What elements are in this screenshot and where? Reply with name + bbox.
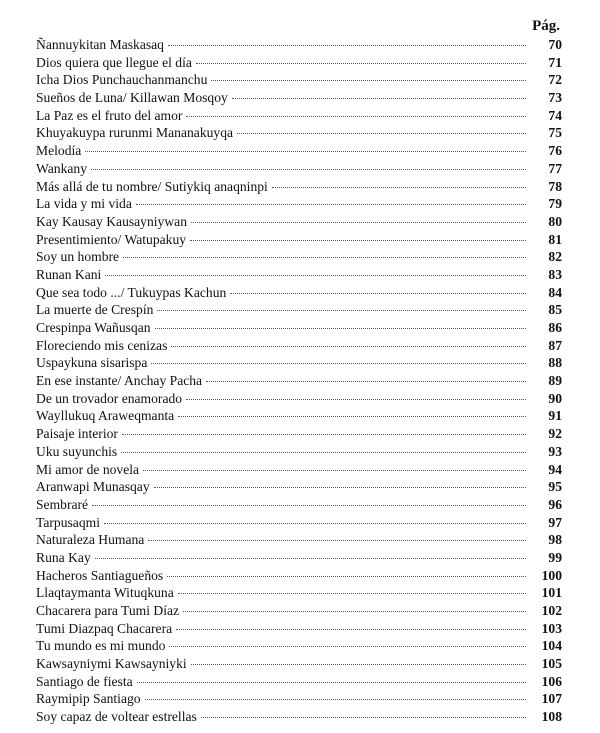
dot-leader (148, 540, 526, 541)
toc-entry-title: De un trovador enamorado (36, 390, 183, 406)
toc-entry-page: 102 (541, 603, 562, 618)
dot-leader (190, 240, 526, 241)
dot-leader (123, 257, 526, 258)
dot-leader (201, 717, 526, 718)
toc-entry-title: Ñannuykitan Maskasaq (36, 37, 164, 52)
dot-leader (169, 646, 526, 647)
toc-entry-page: 81 (548, 231, 562, 247)
toc-entry-title: Soy un hombre (36, 249, 120, 265)
dot-leader (232, 98, 526, 99)
toc-entry (36, 584, 562, 602)
toc-entry-title: Naturaleza Humana (36, 532, 145, 548)
dot-leader (211, 80, 526, 81)
toc-entry-title: Raymipip Santiago (36, 691, 141, 707)
toc-entry-title: Tumi Diazpaq Chacarera (36, 620, 173, 636)
toc-entry (36, 602, 562, 620)
page-column-header: Pág. (532, 18, 560, 34)
toc-entry-page: 71 (548, 54, 562, 70)
toc-entry-page: 99 (548, 549, 562, 565)
toc-entry-title: Uspaykuna sisarispa (36, 355, 148, 371)
toc-entry-page: 96 (548, 496, 562, 512)
dot-leader (151, 363, 526, 364)
toc-entry-title: Sueños de Luna/ Killawan Mosqoy (36, 90, 228, 106)
toc-entry-page: 74 (548, 107, 562, 123)
dot-leader (191, 222, 526, 223)
toc-entry-title: Tu mundo es mi mundo (36, 638, 166, 654)
toc-entry-page: 92 (548, 426, 562, 442)
toc-entry (36, 337, 562, 355)
toc-entry (36, 620, 562, 638)
toc-entry-title: Floreciendo mis cenizas (36, 337, 168, 353)
dot-leader (92, 505, 526, 506)
dot-leader (145, 699, 526, 700)
toc-entry (36, 284, 562, 302)
toc-entry-page: 108 (541, 709, 562, 725)
toc-entry (36, 319, 562, 337)
toc-entry-page: 103 (541, 620, 562, 636)
toc-entry-title: Paisaje interior (36, 426, 118, 442)
dot-leader (95, 558, 526, 559)
toc-entry (36, 690, 562, 708)
toc-entry-title: Presentimiento/ Watupakuy (36, 231, 187, 247)
toc-entry-title: Santiago de fiesta (36, 673, 133, 689)
toc-entry-page: 101 (541, 585, 562, 601)
dot-leader (137, 682, 526, 683)
toc-entry-page: 88 (548, 355, 562, 371)
toc-entry-title: La Paz es el fruto del amor (36, 107, 183, 123)
toc-entry-title: Soy capaz de voltear estrellas (36, 709, 197, 725)
toc-entry-page: 93 (548, 443, 562, 459)
dot-leader (186, 399, 526, 400)
dot-leader (136, 204, 526, 205)
toc-entry-page: 95 (548, 479, 562, 495)
toc-entry (36, 54, 562, 72)
toc-entry (36, 354, 562, 372)
toc-entry-title: Dios quiera que llegue el día (36, 54, 192, 70)
toc-entry-title: Wankany (36, 160, 87, 176)
toc-entry-page: 82 (548, 249, 562, 265)
toc-entry-page: 76 (548, 143, 562, 159)
toc-entry-title: Melodía (36, 143, 82, 159)
toc-entry-page: 78 (548, 178, 562, 194)
toc-entry-title: Khuyakuypa rurunmi Mananakuyqa (36, 125, 234, 141)
toc-entry-title: Uku suyunchis (36, 443, 118, 459)
toc-entry (36, 107, 562, 125)
toc-entry-title: Sembraré (36, 496, 89, 512)
toc-entry-title: Chacarera para Tumi Díaz (36, 603, 180, 618)
dot-leader (191, 664, 526, 665)
dot-leader (206, 381, 526, 382)
dot-leader (178, 593, 526, 594)
toc-entry-page: 86 (548, 320, 562, 335)
dot-leader (143, 470, 526, 471)
toc-entry-page: 104 (541, 638, 562, 654)
toc-entry (36, 478, 562, 496)
toc-entry-title: Runa Kay (36, 549, 91, 565)
toc-entry (36, 195, 562, 213)
toc-entry (36, 549, 562, 567)
dot-leader (171, 346, 526, 347)
toc-entry-title: Más allá de tu nombre/ Sutiykiq anaqninpi (36, 178, 268, 194)
toc-entry-page: 105 (541, 656, 562, 672)
toc-entry (36, 372, 562, 390)
toc-entry-page: 80 (548, 213, 562, 229)
toc-entry-page: 75 (548, 125, 562, 141)
toc-entry-title: Aranwapi Munasqay (36, 479, 150, 495)
toc-entry-page: 83 (548, 266, 562, 282)
toc-entry-page: 106 (541, 673, 562, 689)
toc-entry-page: 97 (548, 514, 562, 530)
toc-entry-title: Kay Kausay Kausayniywan (36, 213, 187, 229)
toc-entry-title: Crespinpa Wañusqan (36, 320, 151, 335)
toc-entry (36, 567, 562, 585)
toc-entry-page: 89 (548, 373, 562, 389)
toc-entry-title: En ese instante/ Anchay Pacha (36, 373, 203, 389)
toc-entry-page: 98 (548, 532, 562, 548)
dot-leader (157, 310, 526, 311)
dot-leader (154, 487, 526, 488)
toc-entry (36, 443, 562, 461)
toc-entry (36, 213, 562, 231)
dot-leader (105, 275, 526, 276)
toc-entry-page: 73 (548, 90, 562, 106)
toc-entry-page: 94 (548, 461, 562, 477)
toc-entry-page: 79 (548, 196, 562, 212)
toc-entry-page: 87 (548, 337, 562, 353)
dot-leader (167, 576, 526, 577)
toc-entry (36, 655, 562, 673)
toc-entry-title: Mi amor de novela (36, 461, 140, 477)
toc-entry-title: Runan Kani (36, 266, 102, 282)
toc-entry (36, 124, 562, 142)
toc-entry (36, 496, 562, 514)
toc-entry (36, 160, 562, 178)
dot-leader (85, 151, 526, 152)
toc-entry-title: Hacheros Santiagueños (36, 567, 164, 583)
toc-entry-page: 85 (548, 302, 562, 318)
toc-entry-page: 91 (548, 408, 562, 424)
dot-leader (178, 416, 526, 417)
toc-entry (36, 514, 562, 532)
toc-entry (36, 637, 562, 655)
dot-leader (196, 63, 526, 64)
dot-leader (230, 293, 526, 294)
dot-leader (91, 169, 526, 170)
toc-entry (36, 178, 562, 196)
dot-leader (183, 611, 526, 612)
dot-leader (168, 45, 526, 46)
toc-entry-page: 84 (548, 284, 562, 300)
toc-entry-page: 107 (541, 691, 562, 707)
toc-entry-title: La vida y mi vida (36, 196, 132, 212)
dot-leader (121, 452, 526, 453)
toc-entry (36, 673, 562, 691)
toc-entry (36, 301, 562, 319)
toc-entry-title: Que sea todo .../ Tukuypas Kachun (36, 284, 227, 300)
toc-entry (36, 36, 562, 54)
toc-entry-title: Kawsayniymi Kawsayniyki (36, 656, 187, 672)
toc-entry-title: Tarpusaqmi (36, 514, 100, 530)
dot-leader (122, 434, 526, 435)
toc-entry (36, 407, 562, 425)
table-of-contents (36, 36, 562, 726)
toc-entry-page: 72 (548, 72, 562, 88)
toc-entry-title: Llaqtaymanta Wituqkuna (36, 585, 174, 601)
toc-entry-title: Icha Dios Punchauchanmanchu (36, 72, 208, 88)
toc-entry (36, 708, 562, 726)
toc-entry (36, 71, 562, 89)
toc-entry (36, 142, 562, 160)
toc-entry-title: Wayllukuq Araweqmanta (36, 408, 175, 424)
toc-entry (36, 248, 562, 266)
dot-leader (186, 116, 526, 117)
toc-entry-page: 100 (541, 567, 562, 583)
dot-leader (176, 629, 526, 630)
toc-entry-title: La muerte de Crespín (36, 302, 154, 318)
dot-leader (272, 187, 526, 188)
toc-entry (36, 266, 562, 284)
dot-leader (104, 523, 526, 524)
toc-entry (36, 390, 562, 408)
toc-entry-page: 77 (548, 160, 562, 176)
toc-entry (36, 89, 562, 107)
dot-leader (237, 133, 526, 134)
toc-entry (36, 231, 562, 249)
toc-entry (36, 461, 562, 479)
toc-entry (36, 425, 562, 443)
toc-entry-page: 90 (548, 390, 562, 406)
toc-entry-page: 70 (548, 37, 562, 52)
dot-leader (155, 328, 526, 329)
toc-entry (36, 531, 562, 549)
